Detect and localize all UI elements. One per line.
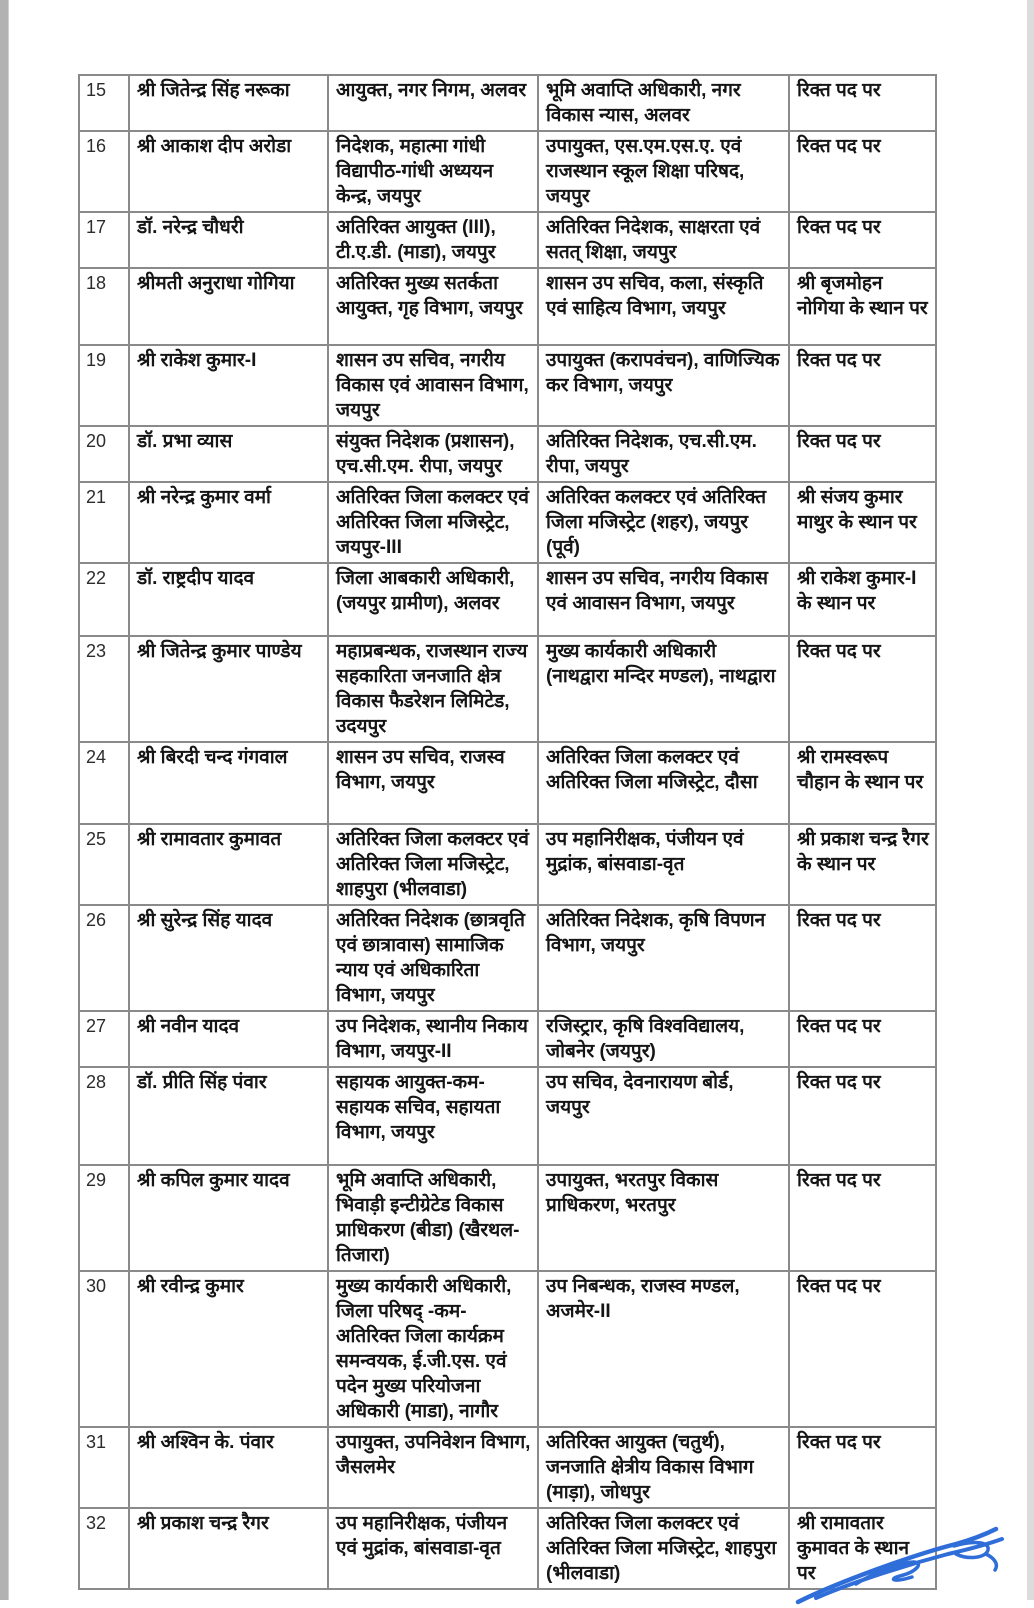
signature-scribble [788,1518,1020,1608]
table-row [79,636,936,742]
table-row [79,1271,936,1427]
table-row [79,824,936,905]
cell-current-post: संयुक्त निदेशक (प्रशासन), एच.सी.एम. रीपा, जयपुर [328,426,538,482]
cell-current-post: अतिरिक्त जिला कलक्टर एवं अतिरिक्त जिला मजिस्ट्रेट, शाहपुरा (भीलवाडा) [328,824,538,905]
cell-new-post: भूमि अवाप्ति अधिकारी, नगर विकास न्यास, अलवर [538,75,789,131]
cell-current-post: भूमि अवाप्ति अधिकारी, भिवाड़ी इन्टीग्रेटेड विकास प्राधिकरण (बीडा) (खैरथल-तिजारा) [328,1165,538,1271]
cell-name: डॉ. प्रीति सिंह पंवार [129,1067,328,1165]
cell-remark: रिक्त पद पर [789,426,936,482]
cell-sr: 21 [79,482,129,563]
cell-remark: रिक्त पद पर [789,75,936,131]
cell-new-post: रजिस्ट्रार, कृषि विश्वविद्यालय, जोबनेर (जयपुर) [538,1011,789,1067]
cell-sr: 28 [79,1067,129,1165]
cell-remark: रिक्त पद पर [789,1165,936,1271]
cell-sr: 22 [79,563,129,636]
cell-name: श्री नवीन यादव [129,1011,328,1067]
table-row [79,426,936,482]
cell-remark: श्री प्रकाश चन्द्र रैगर के स्थान पर [789,824,936,905]
cell-new-post: उपायुक्त (करापवंचन), वाणिज्यिक कर विभाग, जयपुर [538,345,789,426]
cell-name: श्री बिरदी चन्द गंगवाल [129,742,328,824]
cell-name: डॉ. नरेन्द्र चौधरी [129,212,328,268]
cell-current-post: शासन उप सचिव, नगरीय विकास एवं आवासन विभाग, जयपुर [328,345,538,426]
cell-name: श्री अश्विन के. पंवार [129,1427,328,1508]
cell-current-post: महाप्रबन्धक, राजस्थान राज्य सहकारिता जनजाति क्षेत्र विकास फैडरेशन लिमिटेड, उदयपुर [328,636,538,742]
cell-name: श्री आकाश दीप अरोडा [129,131,328,212]
cell-remark: रिक्त पद पर [789,212,936,268]
page-right-edge [1027,0,1034,1600]
table-row [79,742,936,824]
cell-sr: 15 [79,75,129,131]
cell-current-post: निदेशक, महात्मा गांधी विद्यापीठ-गांधी अध्ययन केन्द्र, जयपुर [328,131,538,212]
cell-remark: श्री संजय कुमार माथुर के स्थान पर [789,482,936,563]
table-row [79,131,936,212]
table-row [79,563,936,636]
cell-current-post: शासन उप सचिव, राजस्व विभाग, जयपुर [328,742,538,824]
cell-sr: 30 [79,1271,129,1427]
cell-current-post: उपायुक्त, उपनिवेशन विभाग, जैसलमेर [328,1427,538,1508]
cell-name: श्री कपिल कुमार यादव [129,1165,328,1271]
cell-name: श्री राकेश कुमार-I [129,345,328,426]
table-row [79,1067,936,1165]
cell-remark: श्री बृजमोहन नोगिया के स्थान पर [789,268,936,345]
cell-new-post: शासन उप सचिव, नगरीय विकास एवं आवासन विभाग, जयपुर [538,563,789,636]
cell-new-post: अतिरिक्त निदेशक, साक्षरता एवं सतत् शिक्षा, जयपुर [538,212,789,268]
cell-sr: 32 [79,1508,129,1589]
cell-sr: 20 [79,426,129,482]
cell-new-post: उपायुक्त, एस.एम.एस.ए. एवं राजस्थान स्कूल शिक्षा परिषद, जयपुर [538,131,789,212]
cell-current-post: अतिरिक्त निदेशक (छात्रवृति एवं छात्रावास) सामाजिक न्याय एवं अधिकारिता विभाग, जयपुर [328,905,538,1011]
cell-name: श्री नरेन्द्र कुमार वर्मा [129,482,328,563]
cell-new-post: उपायुक्त, भरतपुर विकास प्राधिकरण, भरतपुर [538,1165,789,1271]
cell-new-post: अतिरिक्त जिला कलक्टर एवं अतिरिक्त जिला मजिस्ट्रेट, शाहपुरा (भीलवाडा) [538,1508,789,1589]
cell-current-post: उप महानिरीक्षक, पंजीयन एवं मुद्रांक, बांसवाडा-वृत [328,1508,538,1589]
table-row [79,1165,936,1271]
cell-current-post: मुख्य कार्यकारी अधिकारी, जिला परिषद् -कम- अतिरिक्त जिला कार्यक्रम समन्वयक, ई.जी.एस. एवं पदेन मुख्य परियोजना अधिकारी (माडा), नागौर [328,1271,538,1427]
cell-sr: 24 [79,742,129,824]
cell-name: श्री सुरेन्द्र सिंह यादव [129,905,328,1011]
cell-remark: रिक्त पद पर [789,1271,936,1427]
table-row [79,482,936,563]
cell-name: श्री जितेन्द्र कुमार पाण्डेय [129,636,328,742]
cell-name: श्री रामावतार कुमावत [129,824,328,905]
cell-sr: 25 [79,824,129,905]
cell-name: श्रीमती अनुराधा गोगिया [129,268,328,345]
cell-new-post: शासन उप सचिव, कला, संस्कृति एवं साहित्य विभाग, जयपुर [538,268,789,345]
cell-sr: 16 [79,131,129,212]
cell-current-post: अतिरिक्त आयुक्त (III), टी.ए.डी. (माडा), जयपुर [328,212,538,268]
cell-sr: 19 [79,345,129,426]
cell-remark: रिक्त पद पर [789,1011,936,1067]
table-row [79,75,936,131]
cell-name: श्री प्रकाश चन्द्र रैगर [129,1508,328,1589]
cell-new-post: अतिरिक्त कलक्टर एवं अतिरिक्त जिला मजिस्ट्रेट (शहर), जयपुर (पूर्व) [538,482,789,563]
table-row [79,212,936,268]
table-row [79,1427,936,1508]
cell-sr: 23 [79,636,129,742]
transfer-order-table [78,74,937,1590]
cell-remark: रिक्त पद पर [789,345,936,426]
table-row [79,345,936,426]
cell-name: श्री जितेन्द्र सिंह नरूका [129,75,328,131]
cell-current-post: जिला आबकारी अधिकारी, (जयपुर ग्रामीण), अलवर [328,563,538,636]
cell-new-post: अतिरिक्त आयुक्त (चतुर्थ), जनजाति क्षेत्रीय विकास विभाग (माड़ा), जोधपुर [538,1427,789,1508]
cell-remark: रिक्त पद पर [789,1067,936,1165]
table-row [79,905,936,1011]
cell-current-post: अतिरिक्त जिला कलक्टर एवं अतिरिक्त जिला मजिस्ट्रेट, जयपुर-III [328,482,538,563]
cell-sr: 18 [79,268,129,345]
cell-current-post: सहायक आयुक्त-कम-सहायक सचिव, सहायता विभाग, जयपुर [328,1067,538,1165]
cell-remark: रिक्त पद पर [789,131,936,212]
cell-remark: रिक्त पद पर [789,905,936,1011]
cell-name: डॉ. राष्ट्रदीप यादव [129,563,328,636]
table-row [79,1011,936,1067]
cell-sr: 17 [79,212,129,268]
cell-sr: 26 [79,905,129,1011]
cell-remark: रिक्त पद पर [789,636,936,742]
cell-remark: श्री रामस्वरूप चौहान के स्थान पर [789,742,936,824]
cell-current-post: आयुक्त, नगर निगम, अलवर [328,75,538,131]
cell-new-post: अतिरिक्त निदेशक, एच.सी.एम. रीपा, जयपुर [538,426,789,482]
cell-sr: 29 [79,1165,129,1271]
cell-remark: श्री रामावतार कुमावत के स्थान पर [789,1508,936,1589]
cell-new-post: अतिरिक्त निदेशक, कृषि विपणन विभाग, जयपुर [538,905,789,1011]
table-row [79,268,936,345]
cell-name: श्री रवीन्द्र कुमार [129,1271,328,1427]
cell-remark: श्री राकेश कुमार-I के स्थान पर [789,563,936,636]
cell-new-post: अतिरिक्त जिला कलक्टर एवं अतिरिक्त जिला मजिस्ट्रेट, दौसा [538,742,789,824]
page-left-edge [0,0,9,1600]
cell-remark: रिक्त पद पर [789,1427,936,1508]
cell-current-post: उप निदेशक, स्थानीय निकाय विभाग, जयपुर-II [328,1011,538,1067]
cell-sr: 27 [79,1011,129,1067]
cell-name: डॉ. प्रभा व्यास [129,426,328,482]
cell-new-post: उप निबन्धक, राजस्व मण्डल, अजमेर-II [538,1271,789,1427]
cell-new-post: उप सचिव, देवनारायण बोर्ड, जयपुर [538,1067,789,1165]
cell-current-post: अतिरिक्त मुख्य सतर्कता आयुक्त, गृह विभाग, जयपुर [328,268,538,345]
cell-new-post: उप महानिरीक्षक, पंजीयन एवं मुद्रांक, बांसवाडा-वृत [538,824,789,905]
table-body [79,75,936,1589]
cell-new-post: मुख्य कार्यकारी अधिकारी (नाथद्वारा मन्दिर मण्डल), नाथद्वारा [538,636,789,742]
cell-sr: 31 [79,1427,129,1508]
